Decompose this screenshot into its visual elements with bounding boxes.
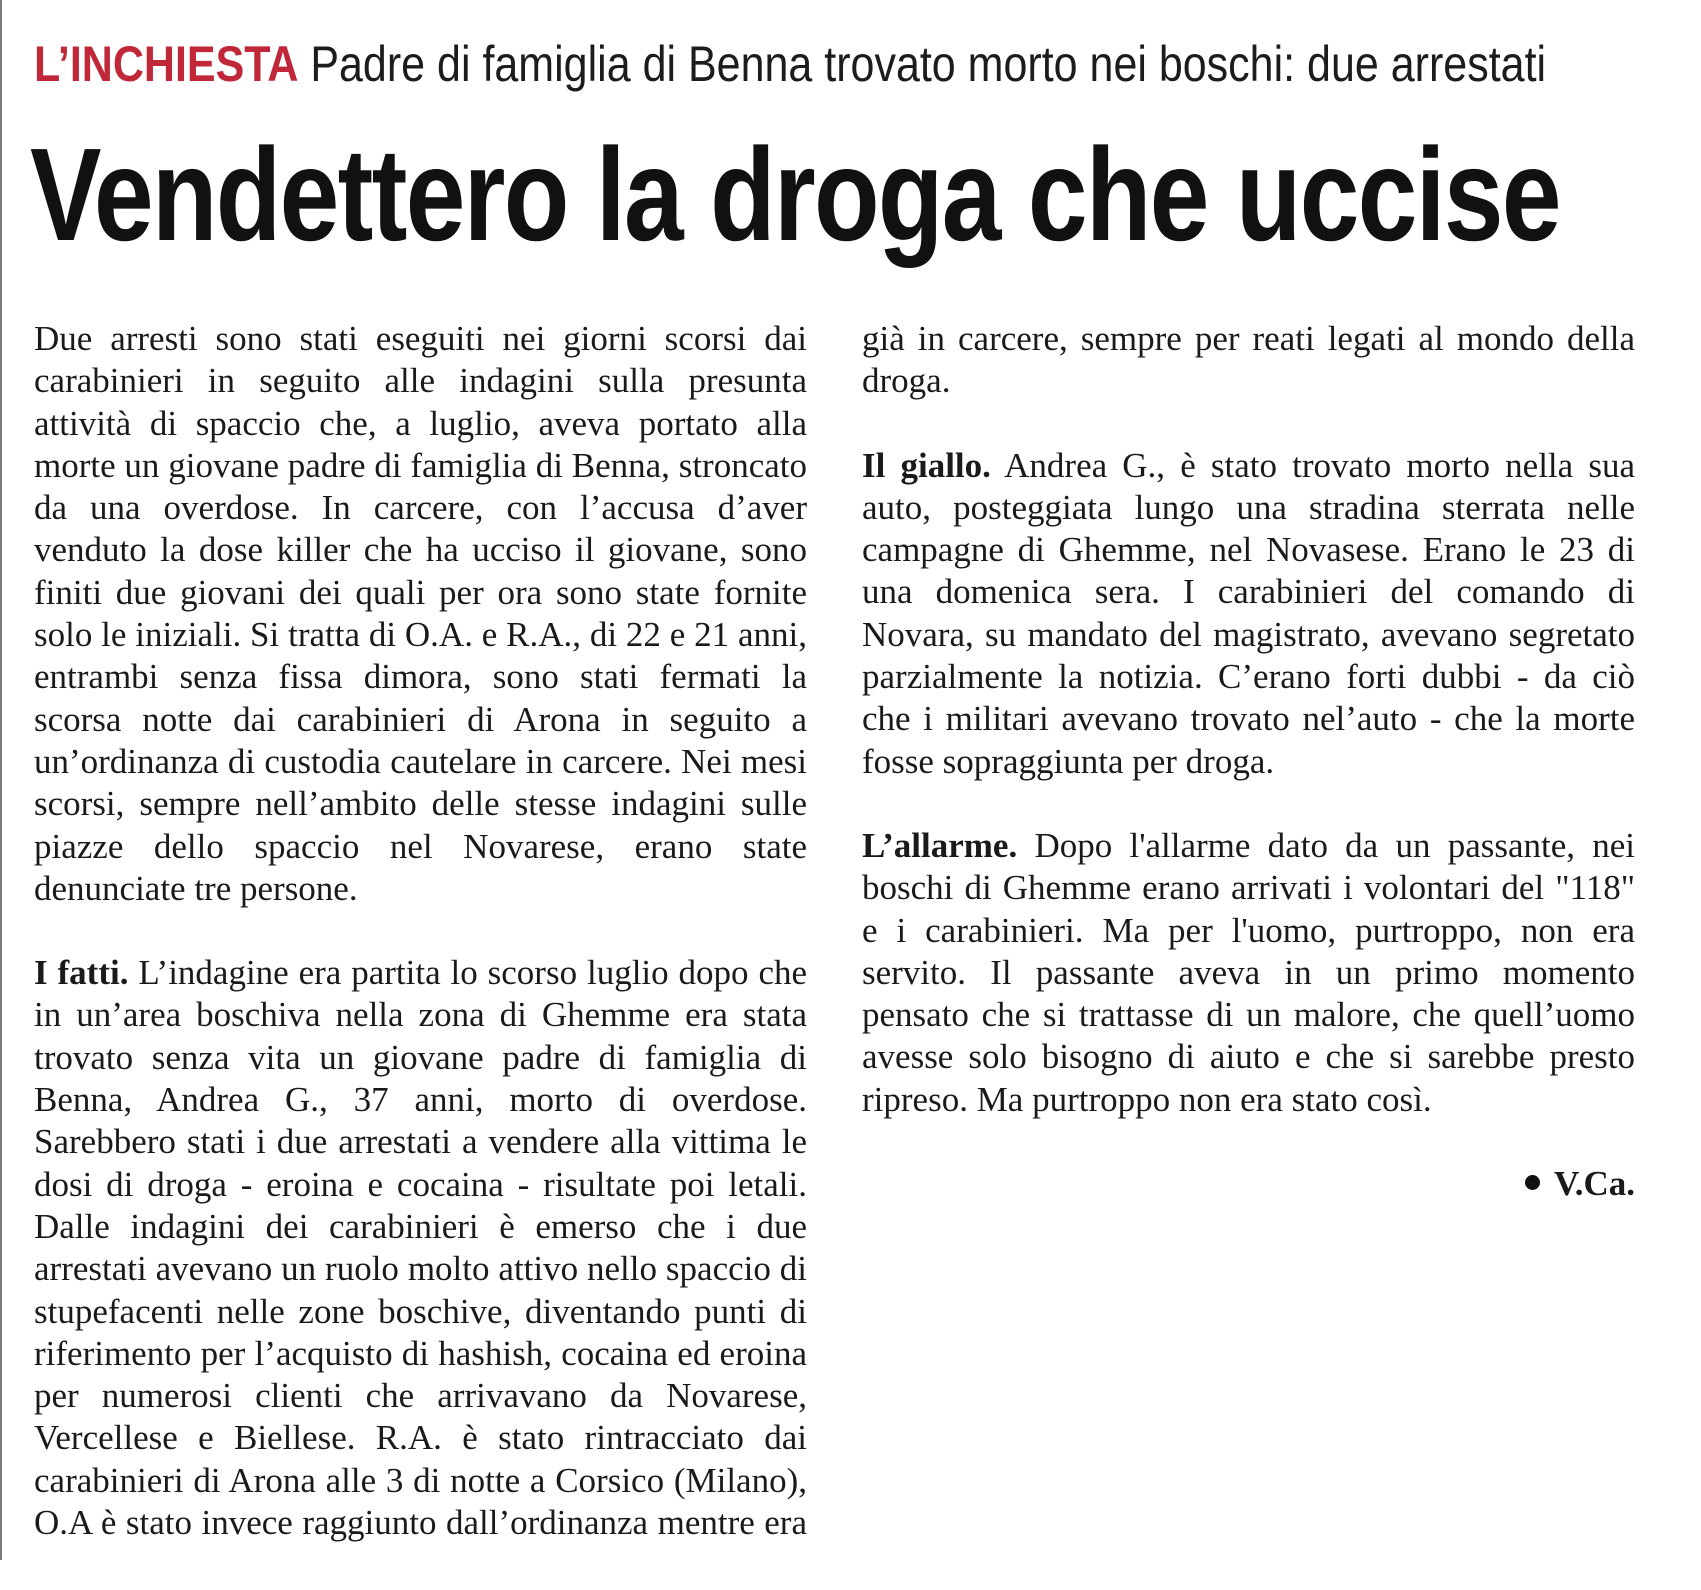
- paragraph-text: Dopo l'allarme dato da un passante, nei boschi di Ghemme erano arrivati i volontari del "118" e i carabinieri. Ma per l'uomo, purtroppo, non era servito. Il passante aveva in un primo momento pensato che si trattasse di un malore, che quell’uomo avesse solo bisogno di aiuto e che si sarebbe presto ripreso. Ma purtroppo non era stato così.: [862, 825, 1636, 1119]
- paragraph-text: L’indagine era partita lo scorso luglio dopo che in un’area boschiva nella zona di Ghemme era stata trovato senza vita un giovane padre di famiglia di Benna, Andrea G., 37 anni, morto di overdose. Sarebbero stati i due arrestati a vendere alla vittima le dosi di droga - eroina e cocaina - risultate poi letali. Dalle indagini dei carabinieri è emerso che i due arrestati avevano un ruolo molto attivo nello spaccio di stupefacenti nelle zone boschive, diventando punti di riferimento per l’acquisto di hashish, cocaina ed eroina per numerosi clienti che arrivavano da Novarese, Vercellese e Biellese. R.A. è stato rintracciato dai carabinieri di Arona alle 3 di notte a Corsico (Milano), O.A è stato invece raggiunto dall’ordinanza mentre era: [34, 953, 808, 1543]
- paragraph-fatti: [34, 952, 807, 1544]
- paragraph-lead: L’allarme.: [862, 825, 1018, 865]
- paragraph-giallo: [862, 445, 1635, 783]
- paragraph-intro: Due arresti sono stati eseguiti nei giorni scorsi dai carabinieri in seguito alle indagini sulla presunta attività di spaccio che, a luglio, aveva portato alla morte un giovane padre di famiglia di Benna, stroncato da una overdose. In carcere, con l’accusa d’aver venduto la dose killer che ha ucciso il giovane, sono finiti due giovani dei quali per ora sono state fornite solo le iniziali. Si tratta di O.A. e R.A., di 22 e 21 anni, entrambi senza fissa dimora, sono stati fermati la scorsa notte dai carabinieri di Arona in seguito a un’ordinanza di custodia cautelare in carcere. Nei mesi scorsi, sempre nell’ambito delle stesse indagini sulle piazze dello spaccio nel Novarese, erano state denunciate tre persone.: [34, 319, 807, 908]
- paragraph-lead: Il giallo.: [862, 445, 991, 485]
- paragraph-allarme: [862, 825, 1635, 1121]
- kicker: [34, 34, 1546, 94]
- kicker-label: L’INCHIESTA: [34, 36, 299, 92]
- article-column-left: [34, 318, 807, 1544]
- paragraph-fatti-continued: già in carcere, sempre per reati legati al mondo della droga.: [862, 319, 1635, 401]
- paragraph-text: Andrea G., è stato trovato morto nella sua auto, posteggiata lungo una stradina sterrata nelle campagne di Ghemme, nel Novasese. Erano le 23 di una domenica sera. I carabinieri del comando di Novara, su mandato del magistrato, avevano segretato parzialmente la notizia. C’erano forti dubbi - da ciò che i militari avevano trovato nel’auto - che la morte fosse sopraggiunta per droga.: [862, 445, 1635, 781]
- bullet-icon: [1525, 1175, 1540, 1190]
- page-edge-rule: [0, 0, 2, 1560]
- byline: [862, 1163, 1635, 1205]
- headline: Vendettero la droga che uccise: [30, 121, 1560, 268]
- byline-author: V.Ca.: [1553, 1164, 1635, 1204]
- kicker-subtitle: Padre di famiglia di Benna trovato morto nei boschi: due arrestati: [310, 36, 1547, 92]
- article-column-right: [862, 318, 1635, 1205]
- paragraph-lead: I fatti.: [34, 953, 129, 993]
